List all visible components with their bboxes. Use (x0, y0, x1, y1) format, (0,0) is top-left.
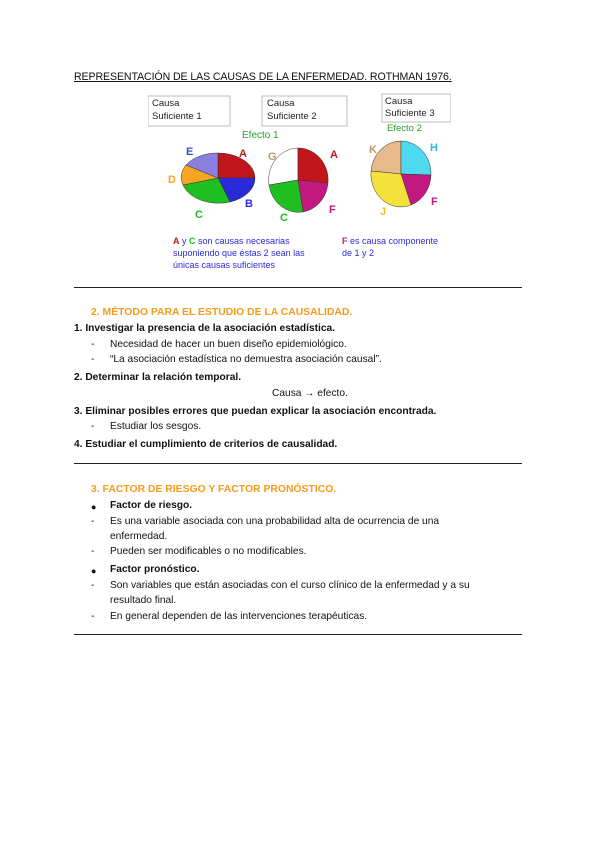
pie2-slice-a-red (298, 148, 328, 183)
note-2-line-2: de 1 y 2 (342, 248, 375, 258)
note-1-line-1 (173, 236, 290, 246)
note2-f: F (342, 236, 348, 246)
pie-chart-2 (269, 148, 329, 212)
note1-a: A (173, 236, 180, 246)
s2-item-2-center: Causa → efecto. (272, 388, 348, 399)
pie1-label-b: B (245, 198, 253, 210)
box3-line2: Suficiente 3 (385, 108, 435, 119)
pie3-slice-h-cyan (401, 141, 431, 175)
box1-line1: Causa (152, 98, 180, 109)
s2-item-1-sub-2: “La asociación estadística no demuestra asociación causal”. (110, 354, 382, 365)
note1-rest: son causas necesarias (195, 236, 290, 246)
pie1-slice-a-red (218, 153, 255, 178)
dash-marker: - (91, 580, 95, 591)
pie3-label-k: K (369, 144, 377, 156)
rothman-pies-figure (148, 93, 451, 271)
factor-pronostico-label: Factor pronóstico. (110, 564, 200, 575)
pie2-label-a: A (330, 149, 338, 161)
dash-marker: - (91, 421, 95, 432)
dash-marker: - (91, 516, 95, 527)
pie2-label-c: C (280, 212, 288, 224)
factor-riesgo-label: Factor de riesgo. (110, 500, 193, 511)
pronostico-desc-2: En general dependen de las intervenciones terapéuticas. (110, 611, 368, 622)
note2-rest: es causa componente (347, 236, 439, 246)
pronostico-desc-1-line-2: resultado final. (110, 595, 177, 606)
pie-chart-3 (371, 141, 431, 207)
divider-1 (74, 287, 522, 288)
page-title: REPRESENTACIÓN DE LAS CAUSAS DE LA ENFERMEDAD. ROTHMAN 1976. (74, 71, 452, 83)
box3-line1: Causa (385, 96, 413, 107)
pie3-label-j: J (380, 206, 387, 218)
box2-line2: Suficiente 2 (267, 111, 317, 122)
section-3-title: 3. FACTOR DE RIESGO Y FACTOR PRONÓSTICO. (91, 484, 337, 495)
box1-line2: Suficiente 1 (152, 111, 202, 122)
pronostico-desc-1-line-1: Son variables que están asociadas con el curso clínico de la enfermedad y a su (110, 580, 470, 591)
dash-marker: - (91, 546, 95, 557)
efecto-1-label: Efecto 1 (242, 130, 279, 141)
bullet-marker: ● (91, 566, 97, 576)
pie1-label-c: C (195, 209, 203, 221)
divider-3 (74, 634, 522, 635)
riesgo-desc-2: Pueden ser modificables o no modificables. (110, 546, 307, 557)
riesgo-desc-1-line-1: Es una variable asociada con una probabilidad alta de ocurrencia de una (110, 516, 440, 527)
dash-marker: - (91, 611, 95, 622)
s2-item-2: 2. Determinar la relación temporal. (74, 372, 242, 383)
s2-item-1-sub-1: Necesidad de hacer un buen diseño epidemiológico. (110, 339, 347, 350)
pie1-label-d: D (168, 174, 176, 186)
divider-2 (74, 463, 522, 464)
note-2-line-1 (342, 236, 438, 246)
pie2-label-g: G (268, 151, 277, 163)
pie3-label-h: H (430, 142, 438, 154)
s2-item-3: 3. Eliminar posibles errores que puedan explicar la asociación encontrada. (74, 406, 437, 417)
box2-line1: Causa (267, 98, 295, 109)
s2-item-1: 1. Investigar la presencia de la asociación estadística. (74, 323, 336, 334)
bullet-marker: ● (91, 502, 97, 512)
note1-c: C (189, 236, 196, 246)
dash-marker: - (91, 339, 95, 350)
pie2-label-f: F (329, 204, 336, 216)
pie-chart-1 (181, 153, 255, 203)
note-1-line-2: suponiendo que éstas 2 sean las (173, 248, 305, 258)
dash-marker: - (91, 354, 95, 365)
note1-y: y (179, 236, 190, 246)
riesgo-desc-1-line-2: enfermedad. (110, 531, 168, 542)
s2-item-3-sub-1: Estudiar los sesgos. (110, 421, 202, 432)
pie1-label-e: E (186, 146, 194, 158)
note-1-line-3: únicas causas suficientes (173, 260, 276, 270)
s2-item-4: 4. Estudiar el cumplimiento de criterios de causalidad. (74, 439, 338, 450)
efecto-2-label: Efecto 2 (387, 123, 422, 134)
pie1-label-a: A (239, 148, 247, 160)
pie3-label-f: F (431, 196, 438, 208)
section-2-title: 2. MÉTODO PARA EL ESTUDIO DE LA CAUSALIDAD. (91, 307, 353, 318)
pie2-slice-c-green (269, 180, 303, 212)
